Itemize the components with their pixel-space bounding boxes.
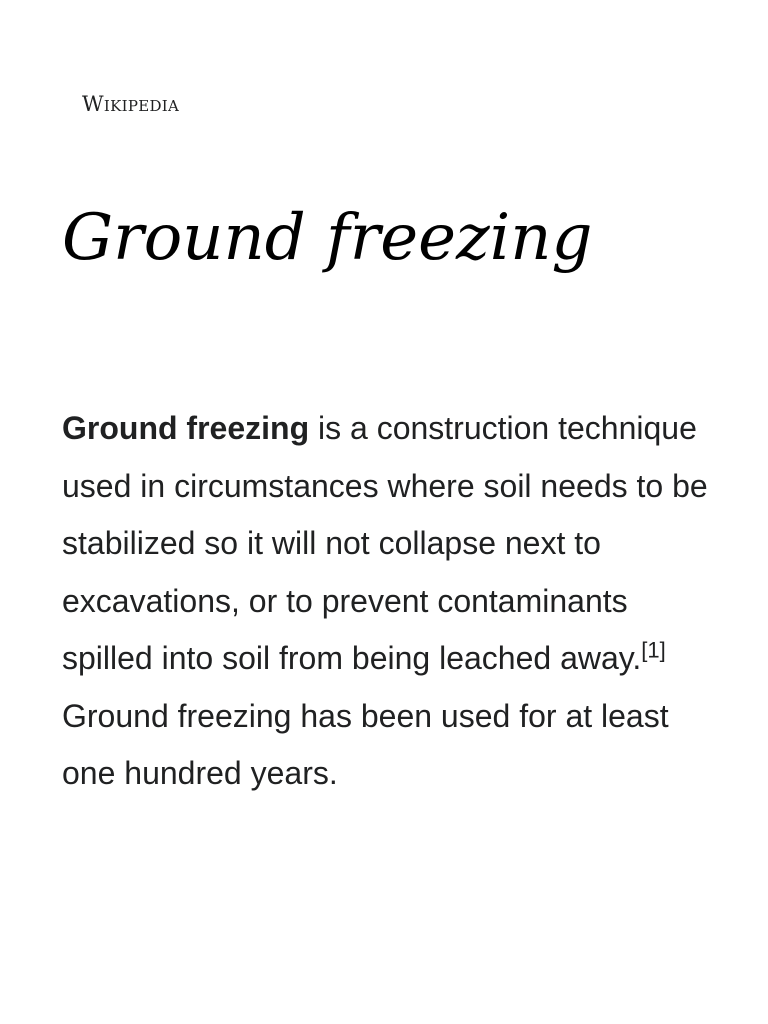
wikipedia-wordmark-link[interactable]: Wikipedia (82, 92, 180, 116)
lead-paragraph (62, 400, 712, 803)
reference-link-1[interactable]: [1] (641, 637, 666, 663)
lead-text-part1: is a construction technique used in circumstances where soil needs to be stabilized so it will not collapse next to excavations, or to prevent contaminants spilled into soil from being leached away. (62, 410, 708, 676)
lead-bold-term: Ground freezing (62, 410, 310, 446)
page-title: Ground freezing (62, 201, 593, 275)
lead-text-part2: Ground freezing has been used for at least one hundred years. (62, 697, 669, 791)
